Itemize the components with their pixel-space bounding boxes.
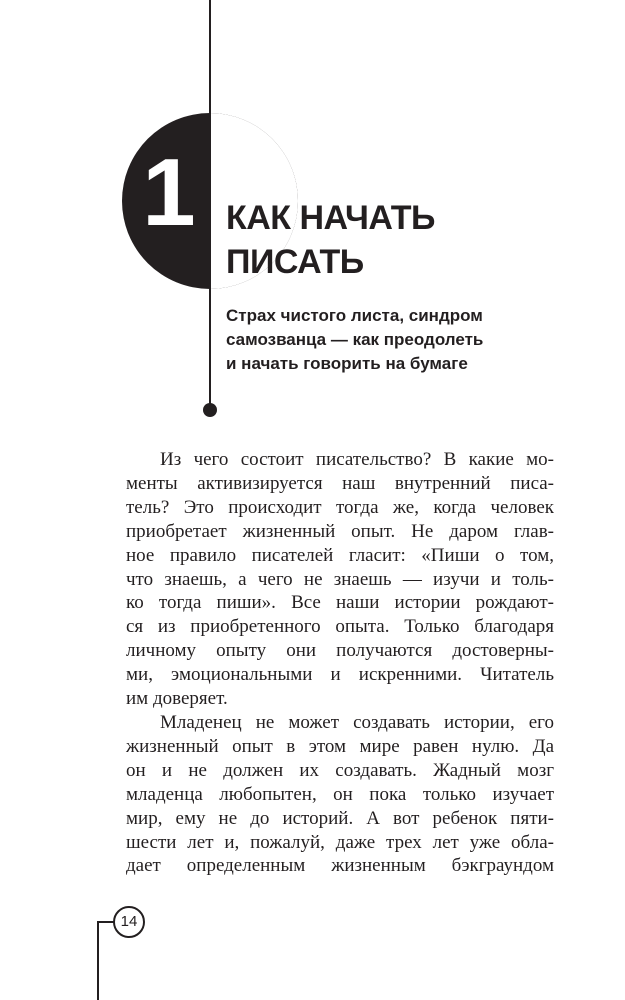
paragraph-line: Из чего состоит писательство? В какие мо-: [160, 449, 554, 470]
footer-vertical-rule: [97, 921, 99, 1000]
paragraph-line: ся из приобретенного опыта. Только благодаря: [126, 616, 554, 638]
paragraph-line: менты активизируется наш внутренний писа-: [126, 472, 554, 494]
paragraph-line: ное правило писателей гласит: «Пиши о том,: [126, 544, 554, 566]
chapter-subtitle: [226, 304, 556, 376]
paragraph-line: личному опыту они получаются достоверны-: [126, 640, 554, 662]
chapter-subtitle-line: и начать говорить на бумаге: [226, 354, 468, 373]
paragraph-line: приобретает жизненный опыт. Не даром глав-: [126, 520, 554, 542]
chapter-vertical-rule: [209, 0, 211, 408]
paragraph-line: младенца любопытен, он пока только изучает: [126, 783, 554, 805]
paragraph-line: дает определенным жизненным бэкграундом: [126, 855, 554, 877]
paragraph-line: что знаешь, а чего не знаешь — изучи и толь-: [126, 568, 554, 590]
footer-horizontal-rule: [98, 921, 114, 923]
paragraph-line: ми, эмоциональными и искренними. Читатель: [126, 664, 554, 686]
paragraph-line: он и не должен их создавать. Жадный мозг: [126, 759, 554, 781]
chapter-title: [226, 196, 556, 284]
paragraph-line: шести лет и, пожалуй, даже трех лет уже обла-: [126, 831, 554, 853]
body-text: [126, 448, 554, 878]
paragraph-line: жизненный опыт в этом мире равен нулю. Да: [126, 735, 554, 757]
chapter-number: 1: [142, 139, 196, 246]
paragraph-line: Младенец не может создавать истории, его: [160, 711, 554, 733]
chapter-title-line: КАК НАЧАТЬ: [226, 199, 435, 237]
paragraph-line: мир, ему не до историй. А вот ребенок пяти-: [126, 807, 554, 829]
paragraph-line: ко тогда пиши». Все наши истории рождают-: [126, 592, 554, 614]
paragraph-line: тель? Это происходит тогда же, когда человек: [126, 496, 554, 518]
page-number: 14: [113, 906, 145, 938]
chapter-title-line: ПИСАТЬ: [226, 243, 364, 281]
paragraph-line: им доверяет.: [126, 688, 228, 710]
chapter-subtitle-line: самозванца — как преодолеть: [226, 330, 484, 349]
chapter-subtitle-line: Страх чистого листа, синдром: [226, 306, 483, 325]
chapter-rule-dot: [203, 403, 217, 417]
